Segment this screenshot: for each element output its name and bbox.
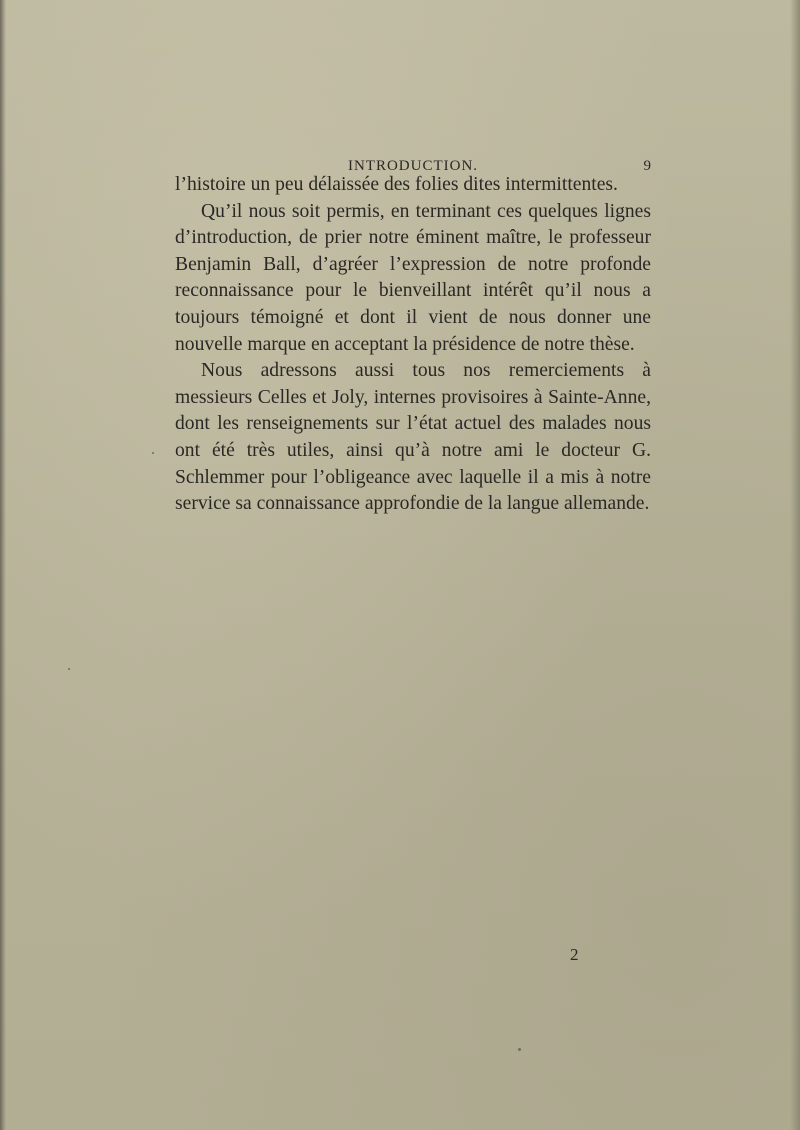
page-right-edge	[790, 0, 800, 1130]
running-head-title: INTRODUCTION.	[347, 158, 479, 174]
paragraph-continuation: l’histoire un peu délaissée des folies dites intermittentes.	[175, 174, 618, 195]
signature-mark: 2	[570, 945, 579, 964]
paper-speck	[518, 1048, 521, 1051]
paragraph-acknowledgement-professor: Qu’il nous soit permis, en terminant ces quelques lignes d’introduction, de prier notre éminent maître, le professeur Benjamin Ball, d’agréer l’expression de notre profonde reconnaissance pour le bienveillant intérêt qu’il nous a toujours témoigné et dont il vient de nous donner une nouvelle marque en acceptant la présidence de notre thèse.	[175, 200, 651, 355]
page-number: 9	[643, 158, 651, 174]
body-text	[175, 172, 651, 518]
paragraph-acknowledgement-interns: Nous adressons aussi tous nos remerciements à messieurs Celles et Joly, internes provisoires à Sainte-Anne, dont les renseignements sur l’état actuel des malades nous ont été très utiles, ainsi qu’à notre ami le docteur G. Schlemmer pour l’obligeance avec laquelle il a mis à notre service sa connaissance approfondie de la langue allemande.	[175, 360, 651, 515]
paper-speck	[152, 452, 154, 454]
paper-speck	[68, 668, 70, 670]
page-left-shadow	[0, 0, 6, 1130]
